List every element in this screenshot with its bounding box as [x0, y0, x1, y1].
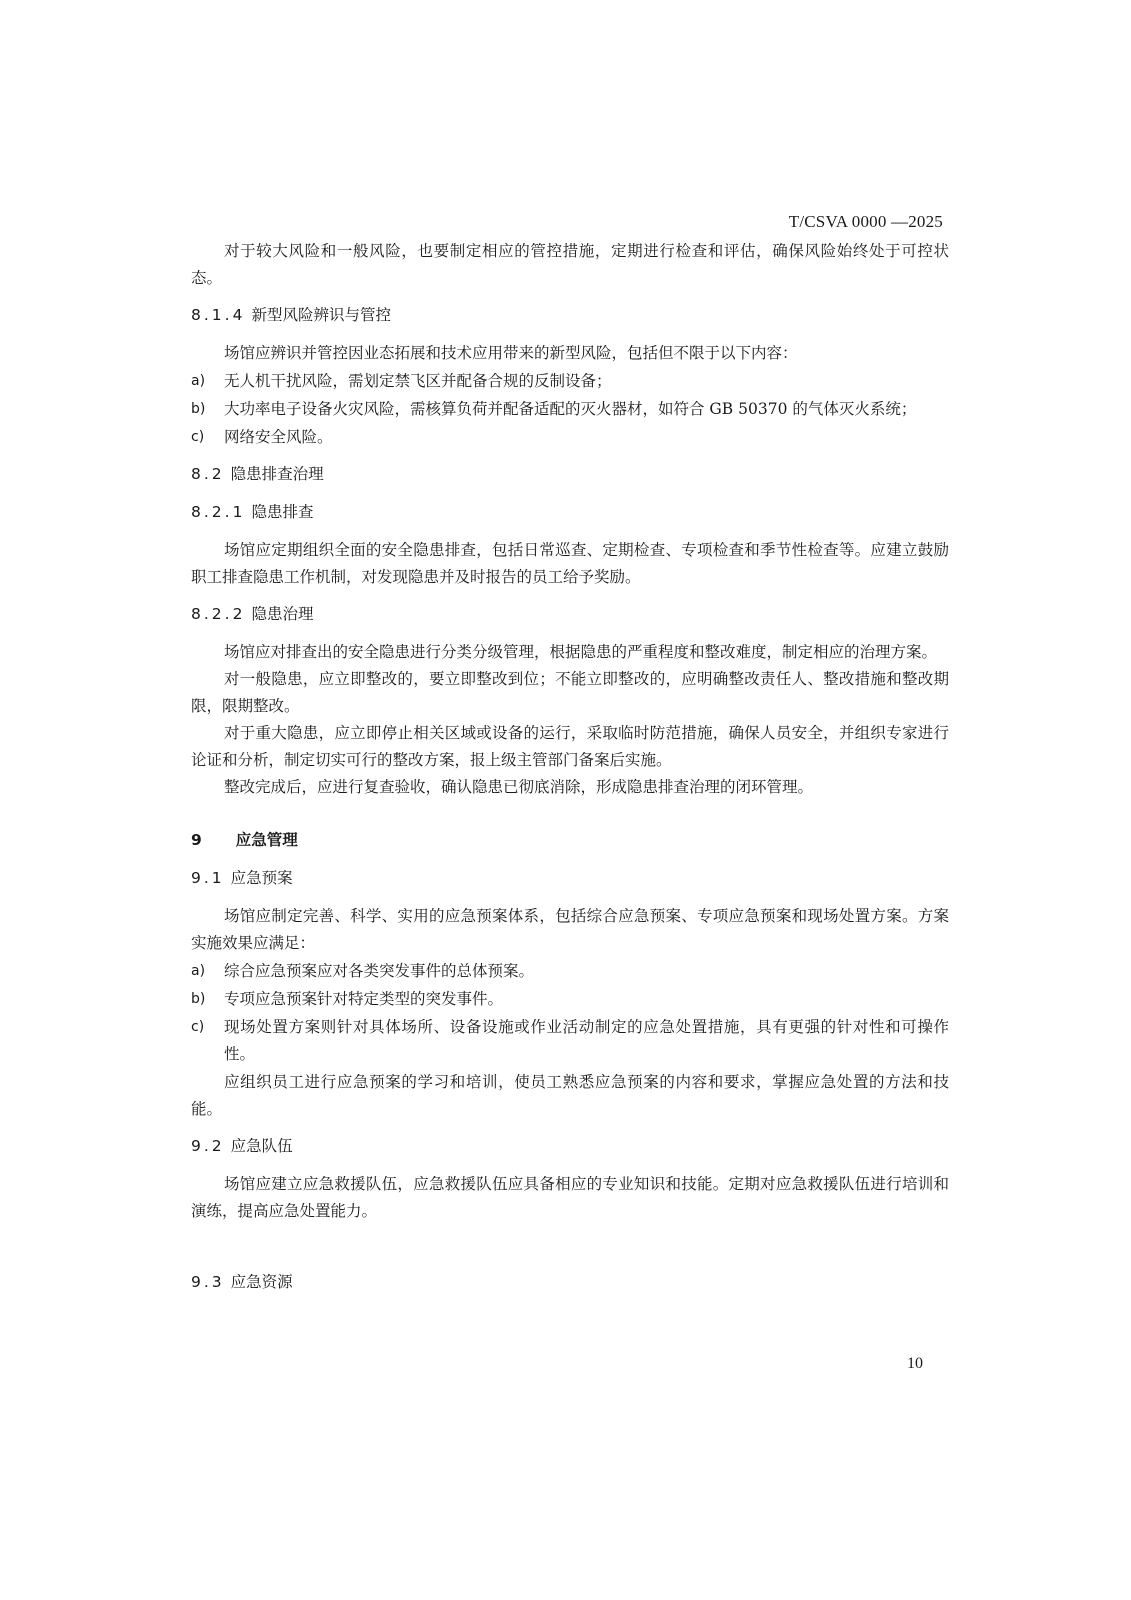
section-heading-9-2: [191, 1133, 949, 1160]
paragraph: 场馆应辨识并管控因业态拓展和技术应用带来的新型风险，包括但不限于以下内容：: [224, 344, 798, 362]
chapter-heading-9: [191, 827, 949, 854]
paragraph: 对于较大风险和一般风险，也要制定相应的管控措施，定期进行检查和评估，确保风险始终处于可控状态。: [191, 242, 949, 287]
section-title: 新型风险辨识与管控: [251, 306, 391, 324]
paragraph: 应组织员工进行应急预案的学习和培训，使员工熟悉应急预案的内容和要求，掌握应急处置的方法和技能。: [191, 1073, 949, 1118]
section-heading-9-3: [191, 1269, 949, 1296]
list-marker: a): [191, 963, 206, 979]
list-item: [191, 396, 949, 423]
list-text: 综合应急预案应对各类突发事件的总体预案。: [224, 962, 535, 980]
section-number: 8.2: [191, 465, 225, 483]
chapter-title: 应急管理: [235, 831, 298, 849]
list-item: [191, 1014, 949, 1068]
paragraph: 场馆应对排查出的安全隐患进行分类分级管理，根据隐患的严重程度和整改难度，制定相应的治理方案。: [224, 643, 938, 661]
section-number: 8.1.4: [191, 306, 246, 324]
list-item: [191, 958, 949, 985]
section-number: 9.1: [191, 869, 225, 887]
paragraph: 场馆应建立应急救援队伍，应急救援队伍应具备相应的专业知识和技能。定期对应急救援队伍进行培训和演练，提高应急处置能力。: [191, 1175, 949, 1220]
chapter-number: 9: [191, 831, 202, 849]
section-number: 9.3: [191, 1273, 225, 1291]
section-title: 隐患治理: [251, 605, 314, 623]
list-text: 现场处置方案则针对具体场所、设备设施或作业活动制定的应急处置措施，具有更强的针对性和可操作性。: [224, 1018, 949, 1063]
list-text: 网络安全风险。: [224, 428, 333, 446]
page-number: 10: [907, 1355, 923, 1372]
list-text: 专项应急预案针对特定类型的突发事件。: [224, 990, 504, 1008]
list-marker: c): [191, 1019, 205, 1035]
section-number: 8.2.1: [191, 503, 246, 521]
list-marker: b): [191, 991, 206, 1007]
list-text: 大功率电子设备火灾风险，需核算负荷并配备适配的灭火器材，如符合 GB 50370 的气体灭火系统；: [224, 400, 917, 418]
list-marker: b): [191, 401, 206, 417]
section-heading-8-1-4: [191, 302, 949, 329]
section-title: 隐患排查: [251, 503, 314, 521]
section-heading-9-1: [191, 865, 949, 892]
document-id: T/CSVA 0000 —2025: [788, 212, 943, 231]
paragraph: 场馆应定期组织全面的安全隐患排查，包括日常巡查、定期检查、专项检查和季节性检查等。应建立鼓励职工排查隐患工作机制，对发现隐患并及时报告的员工给予奖励。: [191, 541, 949, 586]
paragraph: 对于重大隐患，应立即停止相关区域或设备的运行，采取临时防范措施，确保人员安全，并组织专家进行论证和分析，制定切实可行的整改方案，报上级主管部门备案后实施。: [191, 724, 949, 769]
list-marker: c): [191, 429, 205, 445]
paragraph: 整改完成后，应进行复查验收，确认隐患已彻底消除，形成隐患排查治理的闭环管理。: [224, 778, 814, 796]
section-number: 9.2: [191, 1137, 225, 1155]
page-content: [191, 238, 949, 1307]
spacer: [191, 1225, 949, 1259]
section-heading-8-2-2: [191, 601, 949, 628]
list-text: 无人机干扰风险，需划定禁飞区并配备合规的反制设备；: [224, 372, 612, 390]
section-heading-8-2-1: [191, 499, 949, 526]
list-item: [191, 424, 949, 451]
section-title: 应急预案: [230, 869, 293, 887]
section-heading-8-2: [191, 461, 949, 488]
paragraph: 对一般隐患，应立即整改的，要立即整改到位；不能立即整改的，应明确整改责任人、整改措施和整改期限，限期整改。: [191, 670, 949, 715]
section-title: 应急队伍: [230, 1137, 293, 1155]
paragraph: 场馆应制定完善、科学、实用的应急预案体系，包括综合应急预案、专项应急预案和现场处置方案。方案实施效果应满足：: [191, 907, 949, 952]
list-item: [191, 368, 949, 395]
section-number: 8.2.2: [191, 605, 246, 623]
section-title: 应急资源: [230, 1273, 293, 1291]
section-title: 隐患排查治理: [230, 465, 324, 483]
list-item: [191, 986, 949, 1013]
list-marker: a): [191, 373, 206, 389]
